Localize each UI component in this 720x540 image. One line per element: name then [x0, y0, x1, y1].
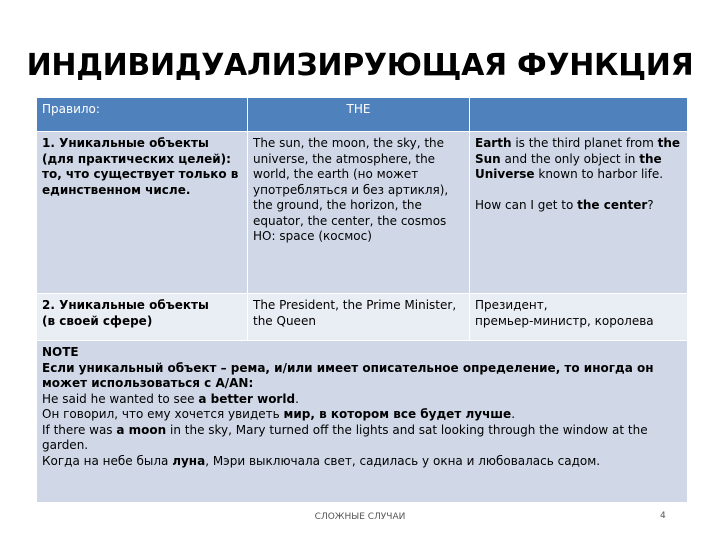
plain-phrase: ? [647, 197, 654, 212]
bold-phrase: луна [172, 453, 206, 468]
plain-phrase: He said he wanted to see [42, 391, 199, 406]
plain-phrase: Когда на небе была [42, 453, 173, 468]
plain-phrase: How can I get to [475, 197, 578, 212]
bold-phrase: a better world [198, 391, 296, 406]
note-example-1 [42, 392, 682, 408]
example-sentence-center [475, 198, 682, 214]
bold-phrase: a moon [116, 422, 167, 437]
bold-phrase: Earth [475, 136, 512, 150]
page-number: 4 [660, 511, 666, 521]
table-row-unique-in-sphere [37, 294, 688, 341]
plain-phrase: . [511, 407, 516, 421]
header-cell-the: THE [248, 98, 470, 132]
table-row-unique-objects [37, 132, 688, 294]
plain-phrase: known to harbor life. [534, 167, 664, 181]
examples-cell-unique-in-sphere: The President, the Prime Minister, the Queen [248, 294, 470, 341]
bold-phrase: мир, в котором все будет лучше [283, 407, 512, 421]
plain-phrase: is the third planet from [511, 136, 658, 150]
plain-phrase: , Мэри выключала свет, садилась у окна и любовалась садом. [205, 453, 601, 468]
example-sentence-earth [475, 136, 682, 183]
examples-note: НО: space (космос) [253, 229, 372, 243]
table-row-note [37, 341, 688, 503]
slide-title: ИНДИВИДУАЛИЗИРУЮЩАЯ ФУНКЦИЯ [26, 48, 694, 83]
header-cell-empty [470, 98, 688, 132]
examples-text: The sun, the moon, the sky, the universe, the atmosphere, the world, the earth (но может употребляться и без артикля), the ground, the horizon, the equator, the center, the cosmos [253, 136, 449, 228]
rule-cell-unique-in-sphere [37, 294, 248, 341]
footer-text: СЛОЖНЫЕ СЛУЧАИ [314, 512, 406, 522]
plain-phrase: Он говорил, что ему хочется увидеть [42, 407, 284, 421]
plain-phrase: and the only object in [500, 151, 640, 166]
note-cell [37, 341, 688, 503]
sentences-cell-unique-objects [470, 132, 688, 294]
table-header-row [37, 98, 688, 132]
note-example-3 [42, 423, 682, 454]
note-heading: NOTE [42, 345, 79, 359]
translation-cell-unique-in-sphere [470, 294, 688, 341]
bold-phrase: the Universe [475, 151, 662, 181]
plain-phrase: If there was [42, 422, 117, 437]
bold-phrase: the Sun [475, 136, 680, 166]
translation-line: премьер-министр, королева [475, 313, 654, 328]
plain-phrase: in the sky, Mary turned off the lights and sat looking through the window at the garden. [42, 422, 648, 452]
rule-line: 2. Уникальные объекты [42, 298, 209, 312]
note-example-4 [42, 454, 682, 470]
bold-phrase: the center [577, 197, 648, 212]
header-cell-rule: Правило: [37, 98, 248, 132]
translation-line: Президент, [475, 298, 548, 312]
rule-line: (в своей сфере) [42, 313, 153, 328]
note-example-2 [42, 407, 682, 423]
plain-phrase: . [295, 391, 299, 406]
rule-cell-unique-objects: 1. Уникальные объекты (для практических целей): то, что существует только в единственном числе. [37, 132, 248, 294]
rules-table [36, 97, 688, 503]
examples-cell-unique-objects [248, 132, 470, 294]
note-rule: Если уникальный объект – рема, и/или имеет описательное определение, то иногда он может использоваться с A/AN: [42, 360, 654, 390]
